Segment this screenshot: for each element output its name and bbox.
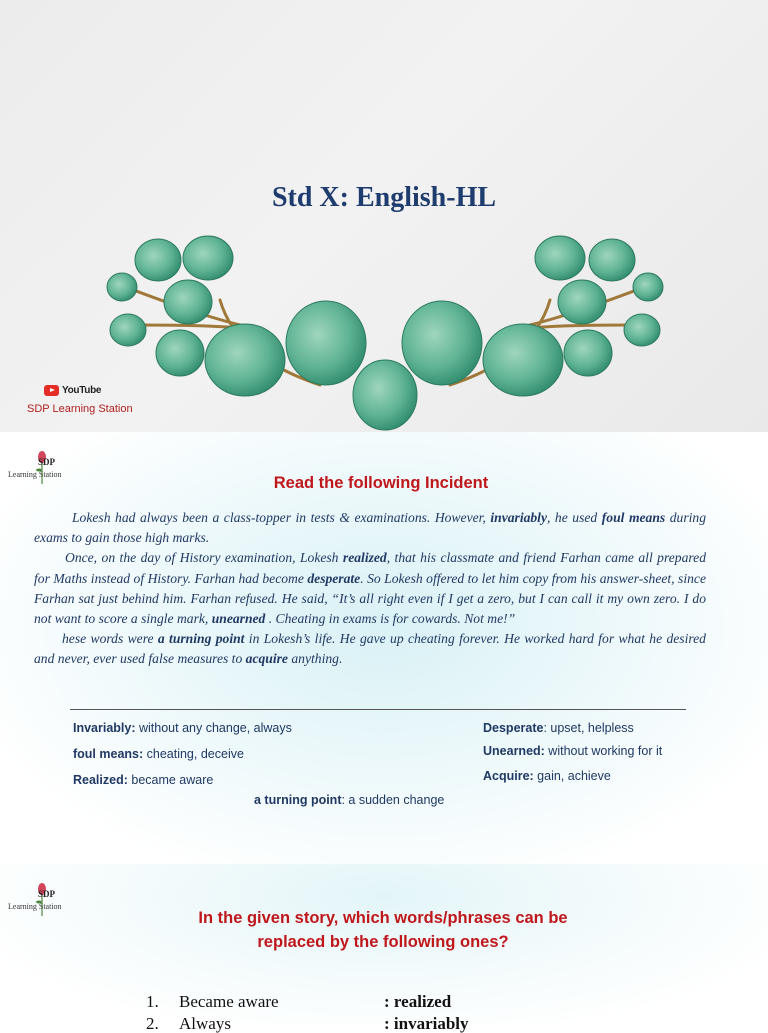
item-answer: : invariably [384,1014,469,1033]
logo-sdp: SDP [38,457,56,467]
item-answer: : realized [384,992,452,1011]
glossary-invariably: Invariably: without any change, always [73,721,292,735]
youtube-logo [44,385,101,396]
highlighted-word: desperate [307,570,361,586]
youtube-label: YouTube [62,385,102,396]
incident-slide [0,432,768,864]
exercise-slide [0,864,768,1033]
logo-learning-station: Learning Station [8,470,62,479]
highlighted-word: realized [342,550,387,566]
exercise-heading-line-2: replaced by the following ones? [257,933,509,951]
exercise-heading [150,906,616,954]
item-text: Became aware [179,992,279,1011]
channel-name: SDP Learning Station [27,403,133,415]
story-text: anything. [287,651,343,667]
story-paragraph-1 [34,508,706,548]
item-text: Always [179,1014,231,1033]
title-slide [0,0,768,432]
glossary-realized: Realized: became aware [73,773,214,787]
story-text: during exams to gain those high marks. [34,510,706,546]
exercise-item [146,992,451,1012]
highlighted-word: foul means [601,510,666,525]
eucalyptus-leaves-icon [90,225,680,435]
story-text: Lokesh had always been a class-topper in tests & examinations. However, [72,510,491,525]
story-text: in Lokesh’s life. He gave up cheating forever. He worked hard for what he desired and never, ever used false measures to [34,631,706,667]
exercise-item-partial [146,1014,546,1033]
glossary-unearned: Unearned: without working for it [483,744,663,758]
glossary-foul-means: foul means: cheating, deceive [73,747,244,761]
story-text: . So Lokesh offered to let him copy from his answer-sheet, since Farhan sat just behind him. Farhan refused. He said, “It’s all right even if I get a zero, but I can call it my own zero. I do not want to score a single mark, [34,570,706,627]
highlighted-word: a turning point [157,631,245,647]
story-text: , he used [547,510,602,525]
story-text: . Cheating in exams is for cowards. Not me!” [265,611,516,627]
incident-story [34,508,706,670]
story-paragraph-2 [34,548,706,629]
sdp-logo [8,882,70,924]
slide-title: Std X: English-HL [271,182,497,213]
divider [70,709,686,710]
story-paragraph-3 [34,629,706,669]
story-text: Once, on the day of History examination, Lokesh [65,550,343,566]
highlighted-word: acquire [245,651,288,667]
exercise-heading-line-1: In the given story, which words/phrases can be [198,909,568,927]
logo-sdp: SDP [38,889,56,899]
highlighted-word: unearned [211,611,266,627]
incident-heading: Read the following Incident [273,474,489,492]
story-text: hese words were [62,631,158,647]
glossary-desperate: Desperate: upset, helpless [483,721,634,735]
youtube-play-icon [44,385,59,396]
story-text: , that his classmate and friend Farhan came all prepared for Maths instead of History. Farhan had become [34,550,706,586]
glossary-acquire: Acquire: gain, achieve [483,769,611,783]
logo-learning-station: Learning Station [8,902,62,911]
item-number: 1. [146,992,159,1011]
glossary-turning-point: a turning point: a sudden change [254,793,445,807]
highlighted-word: invariably [490,510,547,525]
item-number: 2. [146,1014,159,1033]
